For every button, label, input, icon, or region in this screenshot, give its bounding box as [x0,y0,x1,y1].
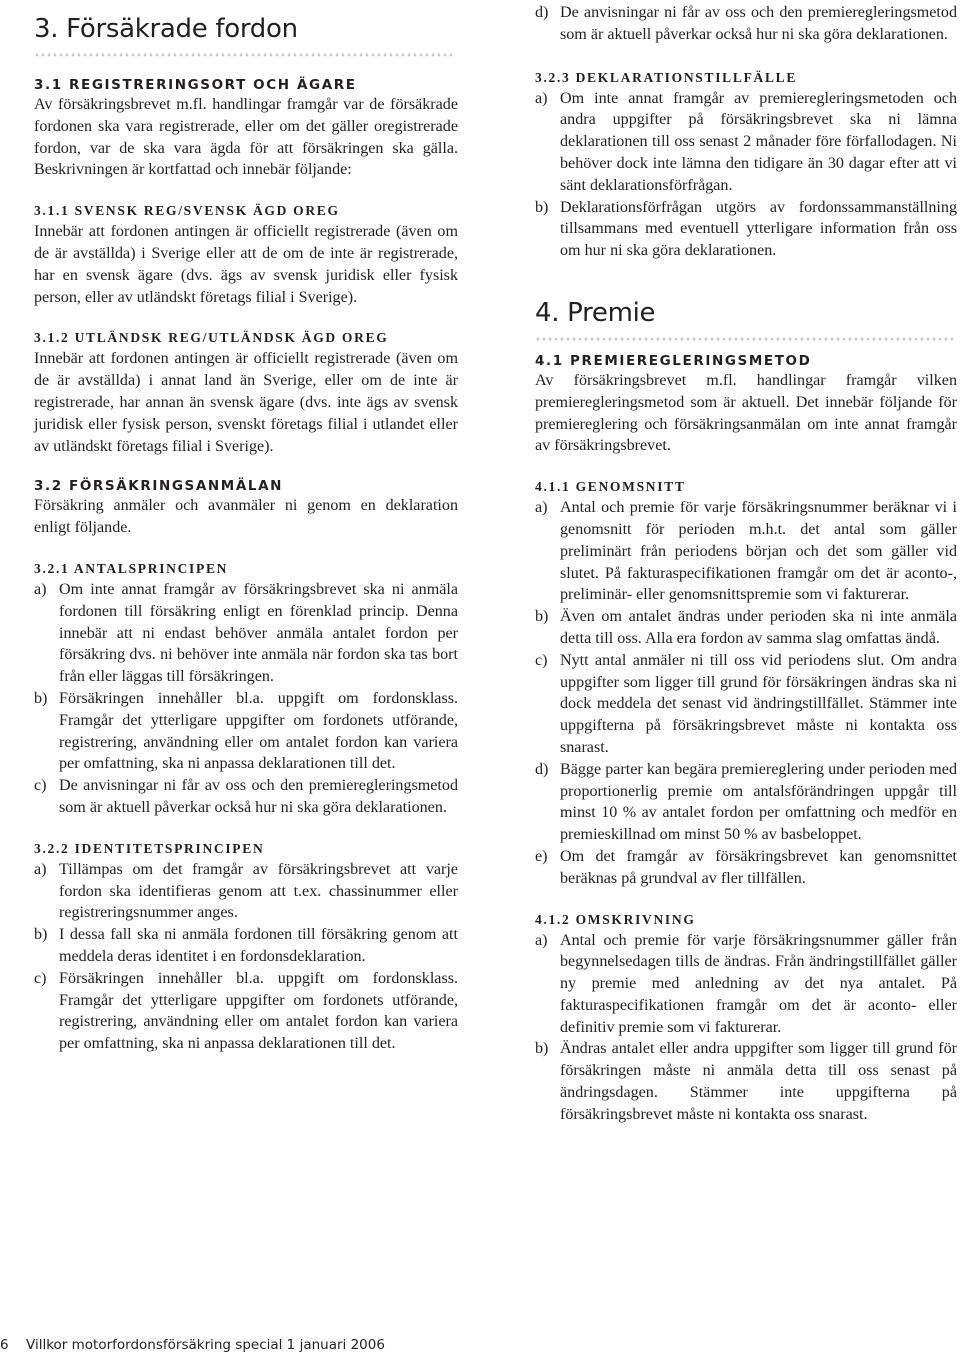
list-item-label: b) [535,198,549,216]
list-item [535,497,957,606]
list-item [535,606,957,650]
section-3-2-1-heading: 3.2.1 ANTALSPRINCIPEN [34,560,229,576]
list-item [535,930,957,1039]
list-item-text: De anvisningar ni får av oss och den premieregleringsmetod som är aktuell påverkar också hur ni ska göra deklarationen. [59,777,458,816]
list-item-text: Bägge parter kan begära premiereglering under perioden med proportionerlig premie om antalsförändringen uppgår till minst 10 % av antalet fordon per omfattning och medför en premieskillnad om minst 50 % av basbeloppet. [560,760,957,844]
list-item [34,968,458,1055]
list-item [535,2,957,46]
list-item [535,1038,957,1125]
list-item-text: I dessa fall ska ni anmäla fordonen till försäkring genom att meddela deras identitet i en fordonsdeklaration. [59,926,458,965]
section-4-1-2-list [535,930,957,1126]
list-item-text: Om inte annat framgår av försäkringsbrevet ska ni anmäla fordonen till försäkring enligt en förenklad princip. Denna innebär att ni endast behöver anmäla antalet fordon per försäkring dvs. ni behöver inte anmäla när fordon ska tas bort från eller läggas till försäkringen. [59,580,458,686]
list-item-text: Även om antalet ändras under perioden ska ni inte anmäla detta till oss. Alla era fordon av samma slag omfattas ändå. [560,608,957,647]
list-item-text: Ändras antalet eller andra uppgifter som ligger till grund för försäkringen måste ni anmäla detta till oss senast på ändringsdagen. Stämmer inte uppgifterna på försäkringsbrevet måste ni kontakta oss snarast. [560,1040,957,1123]
list-item-text: Tillämpas om det framgår av försäkringsbrevet att varje fordon ska identifieras genom att t.ex. chassinummer eller registreringsnummer anges. [59,860,458,922]
list-item-label: c) [34,969,47,987]
list-item-label: a) [34,580,47,598]
list-item [535,197,957,262]
page-footer [0,1336,385,1354]
section-3-1-heading: 3.1 REGISTRERINGSORT OCH ÄGARE [34,77,357,93]
list-item-text: Nytt antal anmäler ni till oss vid periodens slut. Om andra uppgifter som ligger till grund för försäkringen ändras ska ni dock meddela det senast vid ändringstillfället. Stämmer inte uppgifterna på försäkringsbrevet måste ni kontakta oss snarast. [560,651,957,756]
section-3-1-2-body: Innebär att fordonen antingen är officiellt registrerade (även om de är avställda) i annat land än Sverige, eller om de inte är registrerade, har annan än svensk ägare (dvs. inte ägs av svensk juridisk eller fysisk person, svenskt företags filial i utlandet eller av utländskt företags filial i Sverige). [34,350,458,455]
section-3-2-3-heading: 3.2.3 DEKLARATIONSTILLFÄLLE [535,69,798,85]
list-item [34,859,458,924]
section-3-1-body: Av försäkringsbrevet m.fl. handlingar framgår var de försäkrade fordonen ska vara registrerade, eller om det gäller oregistrerade fordon, var de ska vara ägda för att försäkringen ska gälla. Beskrivningen är kortfattad och innebär följande: [34,96,458,179]
list-item-label: b) [535,1040,549,1058]
list-item-text: Försäkringen innehåller bl.a. uppgift om fordonsklass. Framgår det ytterligare uppgifter om fordonets utförande, registrering, användning eller om antalet fordon kan variera per omfattning, ska ni anpassa deklarationen till det. [59,689,458,773]
list-item-text: Försäkringen innehåller bl.a. uppgift om fordonsklass. Framgår det ytterligare uppgifter om fordonets utförande, registrering, användning eller om antalet fordon kan variera per omfattning, ska ni anpassa deklarationen till det. [59,969,458,1053]
footer-text: Villkor motorfordonsförsäkring special 1 januari 2006 [26,1337,385,1353]
section-3-title: 3. Försäkrade fordon [34,14,298,44]
list-item [34,924,458,968]
list-item-label: a) [535,499,548,517]
list-item-label: a) [535,931,548,949]
section-4-1-1-heading: 4.1.1 GENOMSNITT [535,479,686,495]
left-column [34,0,458,1055]
list-item-text: Om inte annat framgår av premieregleringsmetoden och andra uppgifter på försäkringsbrevet ska ni lämna deklarationen till oss senast 2 månader före förfallodagen. Ni behöver dock inte lämna den tidigare än 30 dagar efter att vi sänt deklarationsförfrågan. [560,89,957,194]
section-4-1-body: Av försäkringsbrevet m.fl. handlingar framgår vilken premieregleringsmetod som är aktuell. Det innebär följande för premiereglering och försäkringsanmälan om inte annat framgår av försäkringsbrevet. [535,371,957,455]
section-3-2-1-list [34,579,458,819]
right-column [535,0,957,1126]
list-item [535,846,957,890]
list-item-label: d) [535,4,549,21]
list-item [535,650,957,759]
list-item [34,775,458,819]
list-item [535,88,957,197]
list-item-label: c) [535,651,548,669]
section-3-1-1-heading: 3.1.1 SVENSK REG/SVENSK ÄGD OREG [34,203,340,219]
section-3-1-1-body: Innebär att fordonen antingen är officiellt registrerade (även om de är avställda) i Sverige eller att de om de inte är registrerade, har en svensk ägare (dvs. ägs av svensk juridisk eller fysisk person, eller av utländskt företags filial i Sverige). [34,223,458,306]
list-item-text: Antal och premie för varje försäkringsnummer gäller från begynnelsedagen tills de ändras. Från ändringstillfället gäller ny premie med anledning av det nya antalet. På fakturaspecifikationen framgår om det är aconto- eller definitiv premie som vi fakturerar. [560,931,957,1036]
list-item-text: Om det framgår av försäkringsbrevet kan genomsnittet beräknas på grundval av fler tillfällen. [560,847,957,887]
list-item-text: De anvisningar ni får av oss och den premieregleringsmetod som är aktuell påverkar också hur ni ska göra deklarationen. [560,4,957,43]
section-3-1-2-heading: 3.1.2 UTLÄNDSK REG/UTLÄNDSK ÄGD OREG [34,330,389,346]
list-item-label: b) [34,689,48,707]
section-3-2-2-heading: 3.2.2 IDENTITETSPRINCIPEN [34,840,265,856]
list-item-label: a) [535,89,548,107]
section-4-title: 4. Premie [535,297,656,328]
list-item-label: d) [535,760,549,778]
section-4-1-1-list [535,497,957,889]
list-item-label: b) [34,926,48,944]
section-4-1-heading: 4.1 PREMIEREGLERINGSMETOD [535,352,812,369]
section-4-1-2-heading: 4.1.2 OMSKRIVNING [535,911,696,927]
list-item-text: Deklarationsförfrågan utgörs av fordonssammanställning tillsammans med eventuell ytterligare information från oss om hur ni ska göra deklarationen. [560,198,957,260]
list-item [34,579,458,688]
list-item-text: Antal och premie för varje försäkringsnummer beräknar vi i genomsnitt för perioden m.h.t. det antal som gäller preliminärt från periodens början och det som gäller vid slutet. På fakturaspecifikationen framgår om det är aconto-, preliminär- eller genomsnittspremie som vi fakturerar. [560,499,957,604]
page-number: 6 [0,1337,9,1353]
list-item-label: b) [535,608,549,626]
section-3-2-2-list [34,859,458,1055]
list-item-label: c) [34,777,47,795]
list-item-label: a) [34,860,47,878]
list-item [535,759,957,846]
section-3-2-3-list [535,88,957,262]
list-item [34,688,458,775]
section-3-2-heading: 3.2 FÖRSÄKRINGSANMÄLAN [34,478,284,495]
list-item-label: e) [535,847,548,865]
section-3-2-body: Försäkring anmäler och avanmäler ni genom en deklaration enligt följande. [34,497,458,537]
